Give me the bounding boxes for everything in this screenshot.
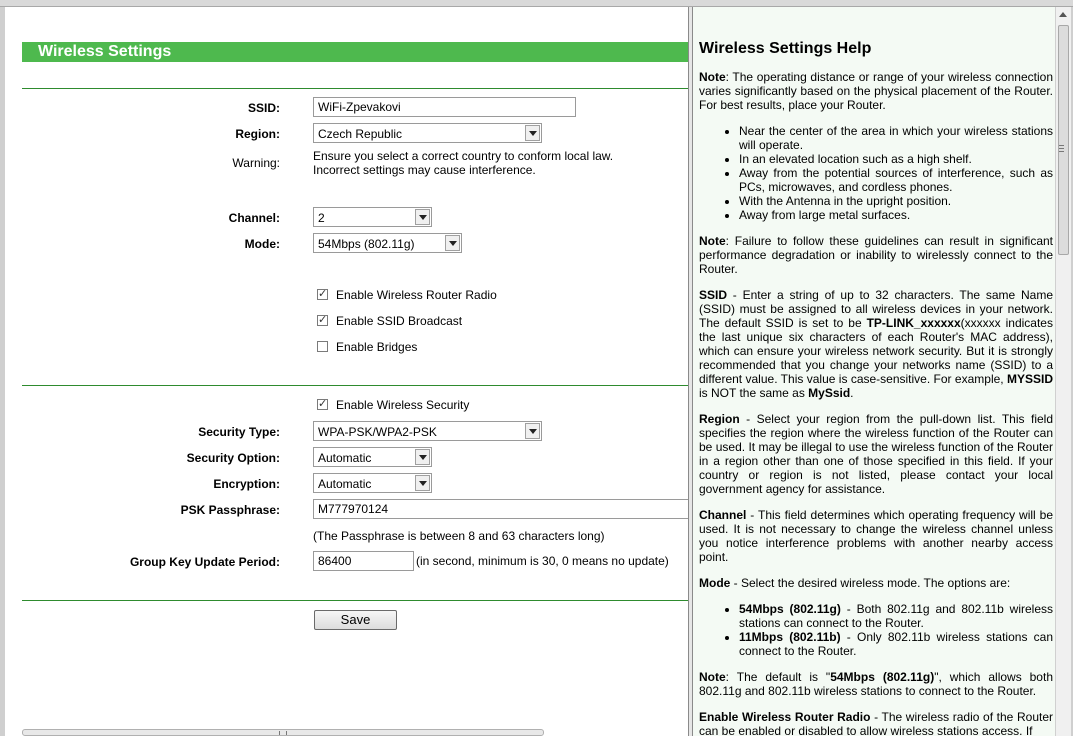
- chevron-down-icon[interactable]: [415, 449, 430, 465]
- help-ssid: SSID - Enter a string of up to 32 characters. The same Name (SSID) must be assigned to all wireless devices in your network. The default SSID is set to be TP-LINK_xxxxxx(xxxxxx indicates the last unique six characters of each Router's MAC address), which can ensure your wireless network security. But it is strongly recommended that you change your networks name (SSID) to a different value. This value is case-sensitive. For example, MYSSID is NOT the same as MySsid.: [699, 288, 1053, 400]
- mode-select[interactable]: [313, 233, 462, 253]
- enable-radio-checkbox[interactable]: [317, 289, 328, 300]
- divider-line: [22, 600, 688, 601]
- help-vertical-scrollbar[interactable]: [1055, 7, 1071, 736]
- chevron-down-icon[interactable]: [525, 423, 540, 439]
- encryption-label: Encryption:: [213, 477, 280, 491]
- mode-value: 54Mbps (802.11g): [318, 237, 415, 251]
- security-type-select[interactable]: [313, 421, 542, 441]
- enable-security-checkbox[interactable]: [317, 399, 328, 410]
- security-option-select[interactable]: [313, 447, 432, 467]
- psk-label: PSK Passphrase:: [180, 503, 280, 517]
- help-note-1: Note: The operating distance or range of your wireless connection varies significantly based on the physical placement of the Router. For best results, place your Router.: [699, 70, 1053, 112]
- list-item: • 11Mbps (802.11b) - Only 802.11b wireless stations can connect to the Router.: [739, 630, 1053, 658]
- help-region: Region - Select your region from the pull-down list. This field specifies the region where the wireless function of the Router can be used. It may be illegal to use the wireless function of the Router in a region other than one of those specified in this field. If your country or region is not listed, please contact your local government agency for assistance.: [699, 412, 1053, 496]
- placement-list: [699, 124, 1053, 222]
- help-title: Wireless Settings Help: [699, 40, 872, 57]
- scroll-up-arrow-icon[interactable]: [1059, 12, 1067, 17]
- warning-line-1: Ensure you select a correct country to conform local law.: [313, 149, 614, 163]
- scroll-grip-icon: [1059, 145, 1064, 152]
- enable-radio-label: Enable Wireless Router Radio: [336, 288, 497, 302]
- enable-bridges-label: Enable Bridges: [336, 340, 418, 354]
- security-type-value: WPA-PSK/WPA2-PSK: [318, 425, 437, 439]
- security-option-value: Automatic: [318, 451, 372, 465]
- chevron-down-icon[interactable]: [525, 125, 540, 141]
- warning-line-2: Incorrect settings may cause interference.: [313, 163, 536, 177]
- region-value: Czech Republic: [318, 127, 403, 141]
- scroll-grip-icon: [279, 731, 287, 735]
- channel-value: 2: [318, 211, 325, 225]
- chevron-down-icon[interactable]: [415, 475, 430, 491]
- ssid-input[interactable]: [313, 97, 576, 117]
- help-body: [699, 70, 1053, 736]
- save-button[interactable]: Save: [314, 610, 397, 630]
- enable-bridges-checkbox[interactable]: [317, 341, 328, 352]
- enable-ssid-broadcast-checkbox[interactable]: [317, 315, 328, 326]
- region-select[interactable]: [313, 123, 542, 143]
- settings-frame: [5, 7, 688, 736]
- chevron-down-icon[interactable]: [415, 209, 430, 225]
- help-mode: Mode - Select the desired wireless mode. The options are:: [699, 576, 1011, 590]
- security-type-label: Security Type:: [198, 425, 280, 439]
- ssid-label: SSID:: [247, 101, 280, 115]
- chevron-down-icon[interactable]: [445, 235, 460, 251]
- list-item: • Away from the potential sources of interference, such as PCs, microwaves, and cordless phones.: [739, 166, 1053, 194]
- group-key-label: Group Key Update Period:: [129, 555, 280, 569]
- help-note-2: Note: Failure to follow these guidelines can result in significant performance degradation or inability to wirelessly connect to the Router.: [699, 234, 1053, 276]
- help-note-3: Note: The default is "54Mbps (802.11g)", which allows both 802.11g and 802.11b wireless stations to connect to the Router.: [699, 670, 1053, 698]
- section-header: Wireless Settings: [22, 42, 688, 62]
- security-option-label: Security Option:: [186, 451, 280, 465]
- horizontal-scrollbar[interactable]: [22, 729, 544, 736]
- divider-line: [22, 88, 688, 89]
- list-item: • Away from large metal surfaces.: [739, 208, 1053, 222]
- psk-input[interactable]: [313, 499, 688, 519]
- list-item: • In an elevated location such as a high shelf.: [739, 152, 1053, 166]
- group-key-input[interactable]: [313, 551, 414, 571]
- list-item: • Near the center of the area in which your wireless stations will operate.: [739, 124, 1053, 152]
- scroll-thumb[interactable]: [1058, 25, 1069, 255]
- divider-line: [22, 385, 688, 386]
- channel-label: Channel:: [228, 211, 280, 225]
- encryption-select[interactable]: [313, 473, 432, 493]
- region-label: Region:: [235, 127, 280, 141]
- group-key-hint: (in second, minimum is 30, 0 means no update): [416, 554, 669, 568]
- list-item: • 54Mbps (802.11g) - Both 802.11g and 802.11b wireless stations can connect to the Router.: [739, 602, 1053, 630]
- enable-security-label: Enable Wireless Security: [336, 398, 470, 412]
- mode-list: [699, 602, 1053, 658]
- window-top-bar: [0, 0, 1073, 7]
- encryption-value: Automatic: [318, 477, 372, 491]
- channel-select[interactable]: [313, 207, 432, 227]
- enable-ssid-broadcast-label: Enable SSID Broadcast: [336, 314, 463, 328]
- list-item: • With the Antenna in the upright position.: [739, 194, 1053, 208]
- help-radio: Enable Wireless Router Radio - The wireless radio of the Router can be enabled or disabled to allow wireless stations access. If: [699, 710, 1053, 736]
- help-frame: [693, 7, 1055, 736]
- mode-label: Mode:: [244, 237, 280, 251]
- warning-label: Warning:: [232, 156, 280, 170]
- psk-hint: (The Passphrase is between 8 and 63 characters long): [313, 529, 605, 543]
- help-channel: Channel - This field determines which operating frequency will be used. It is not necessary to change the wireless channel unless you notice interference problems with another nearby access point.: [699, 508, 1053, 564]
